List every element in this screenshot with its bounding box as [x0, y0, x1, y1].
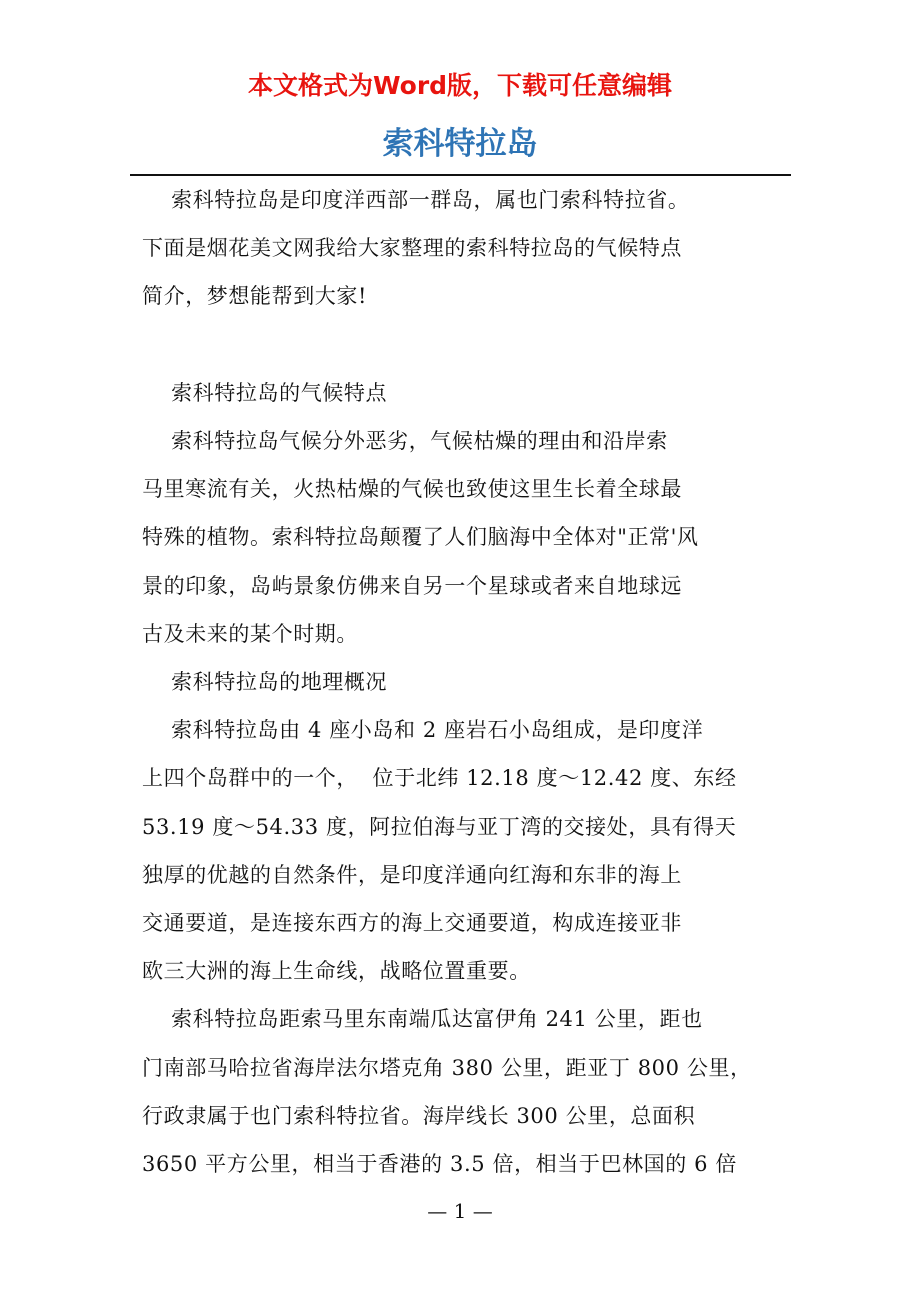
body-line: 特殊的植物。索科特拉岛颠覆了人们脑海中全体对"正常'风	[142, 525, 699, 550]
body-line: 索科特拉岛气候分外恶劣，气候枯燥的理由和沿岸索	[142, 429, 668, 454]
body-line: 索科特拉岛由 4 座小岛和 2 座岩石小岛组成，是印度洋	[142, 718, 704, 743]
body-line: 马里寒流有关，火热枯燥的气候也致使这里生长着全球最	[142, 477, 682, 502]
section-heading-climate: 索科特拉岛的气候特点	[142, 380, 388, 405]
body-line: 交通要道，是连接东西方的海上交通要道，构成连接亚非	[142, 911, 682, 936]
body-line: 欧三大洲的海上生命线，战略位置重要。	[142, 959, 531, 984]
body-line: 简介，梦想能帮到大家!	[142, 284, 368, 309]
body-line: 景的印象，岛屿景象仿佛来自另一个星球或者来自地球远	[142, 573, 682, 598]
document-title: 索科特拉岛	[382, 126, 538, 162]
body-line: 门南部马哈拉省海岸法尔塔克角 380 公里，距亚丁 800 公里，	[142, 1055, 752, 1080]
download-banner: 本文格式为Word版，下载可任意编辑	[247, 71, 673, 100]
body-line: 53.19 度～54.33 度，阿拉伯海与亚丁湾的交接处，具有得天	[142, 814, 737, 839]
body-line: 行政隶属于也门索科特拉省。海岸线长 300 公里，总面积	[142, 1103, 696, 1128]
section-heading-geography: 索科特拉岛的地理概况	[142, 670, 388, 695]
page-number: — 1 —	[427, 1199, 493, 1223]
body-line: 独厚的优越的自然条件，是印度洋通向红海和东非的海上	[142, 862, 682, 887]
body-line: 索科特拉岛是印度洋西部一群岛，属也门索科特拉省。	[142, 188, 690, 212]
body-line: 上四个岛群中的一个， 位于北纬 12.18 度～12.42 度、东经	[142, 766, 737, 791]
blank-line	[142, 321, 802, 369]
body-line: 古及未来的某个时期。	[142, 621, 358, 646]
body-line: 下面是烟花美文网我给大家整理的索科特拉岛的气候特点	[142, 236, 682, 261]
document-body	[142, 176, 802, 1188]
body-line: 3650 平方公里，相当于香港的 3.5 倍，相当于巴林国的 6 倍	[142, 1152, 737, 1177]
body-line: 索科特拉岛距索马里东南端瓜达富伊角 241 公里，距也	[142, 1007, 703, 1032]
